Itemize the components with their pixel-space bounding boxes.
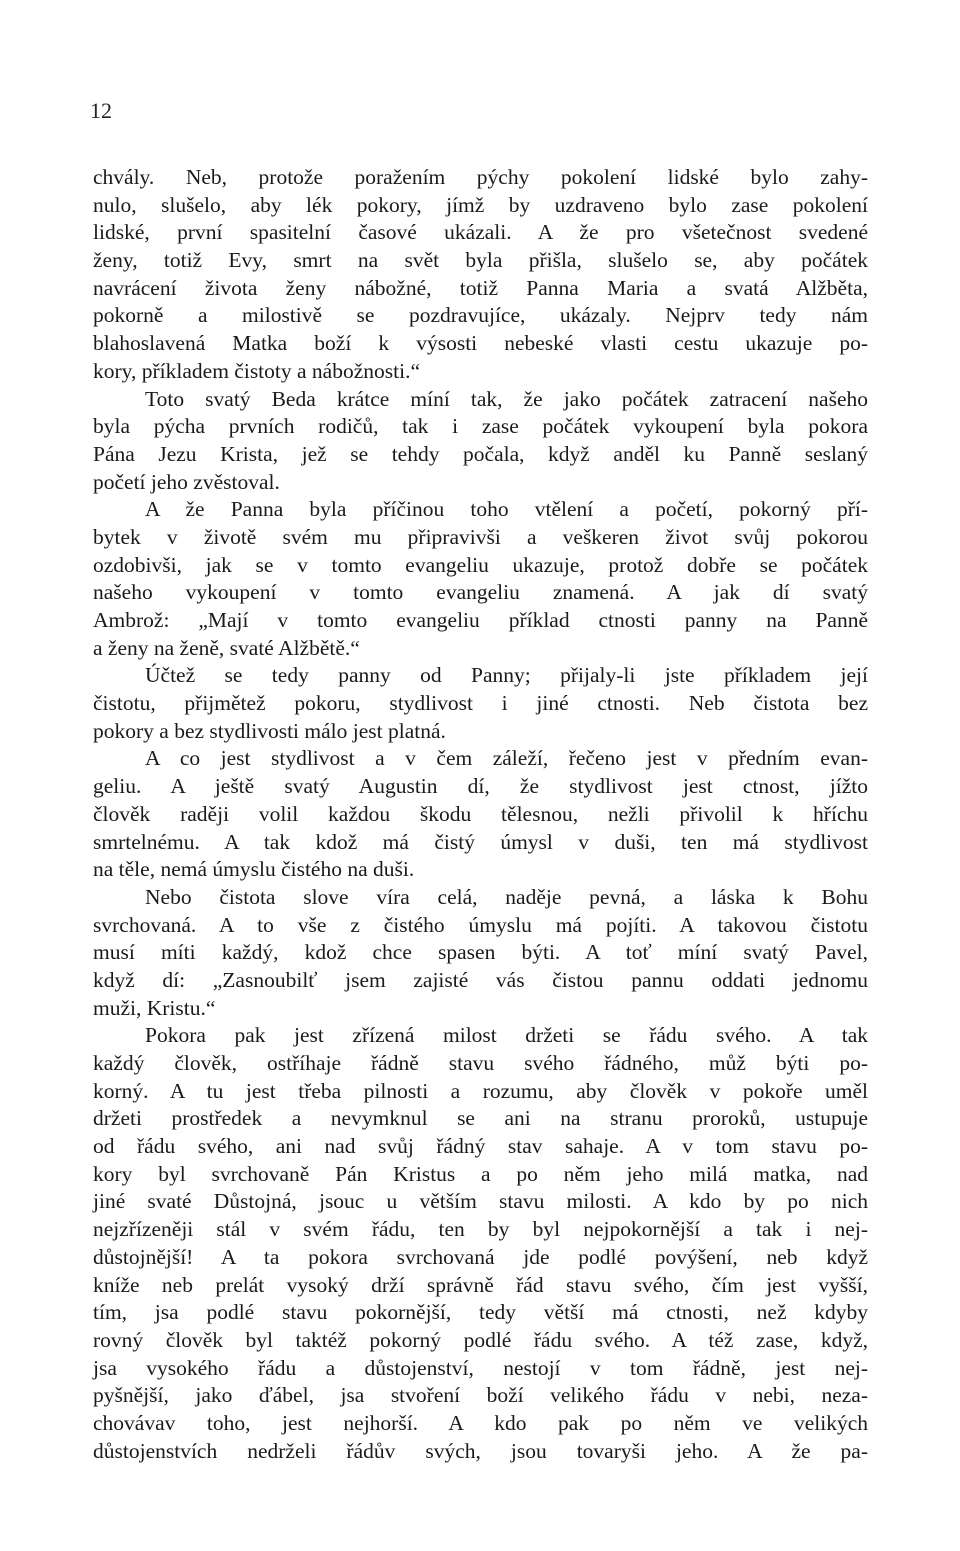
text-line: geliu. A ještě svatý Augustin dí, že stydlivost jest ctnost, jížto (93, 774, 868, 799)
text-line: rovný člověk byl taktéž pokorný podlé řádu svého. A též zase, když, (93, 1327, 868, 1352)
text-line: držeti prostředek a nevymknul se ani na stranu proroků, ustupuje (93, 1106, 868, 1131)
text-line: A že Panna byla příčinou toho vtělení a početí, pokorný pří- (145, 497, 868, 522)
text-line: A co jest stydlivost a v čem záleží, řečeno jest v předním evan- (145, 746, 868, 771)
text-line: kníže neb prelát vysoký drží správně řád stavu svého, čím jest vyšší, (93, 1272, 868, 1297)
text-line: kory, příkladem čistoty a nábožnosti.“ (93, 358, 420, 383)
text-line: člověk raději volil každou škodu tělesnou, nežli přivolil k hříchu (93, 801, 868, 826)
text-line: smrtelnému. A tak kdož má čistý úmysl v duši, ten má stydlivost (93, 829, 868, 854)
text-line: chvály. Neb, protože poražením pýchy pokolení lidské bylo zahy- (93, 165, 868, 189)
text-line: každý člověk, ostříhaje řádně stavu svého řádného, můž býti po- (93, 1051, 868, 1075)
text-line: ženy, totiž Evy, smrt na svět byla přišla, slušelo se, aby počátek (93, 248, 868, 273)
text-line: tím, jsa podlé stavu pokornější, tedy větší má ctnosti, než kdyby (93, 1300, 868, 1325)
text-line: bytek v životě svém mu připravivši a veškeren život svůj pokorou (93, 524, 868, 549)
text-line: čistotu, přijmětež pokoru, stydlivost i jiné ctnosti. Neb čistota bez (93, 691, 868, 716)
text-line: nulo, slušelo, aby lék pokory, jímž by uzdraveno bylo zase pokolení (93, 192, 868, 217)
text-line: Pokora pak jest zřízená milost držeti se řádu svého. A tak (145, 1023, 868, 1048)
text-line: Pána Jezu Krista, jež se tehdy počala, když anděl ku Panně seslaný (93, 441, 868, 466)
page-number: 12 (90, 98, 112, 123)
text-line: na těle, nemá úmyslu čistého na duši. (93, 857, 415, 882)
text-line: Toto svatý Beda krátce míní tak, že jako počátek zatracení našeho (145, 386, 868, 411)
text-line: důstojenstvích nedrželi řádův svých, jsou tovaryši jeho. A že pa- (93, 1438, 868, 1463)
text-line: důstojnější! A ta pokora svrchovaná jde podlé povýšení, neb když (93, 1244, 868, 1269)
text-line: Účtež se tedy panny od Panny; přijaly-li jste příkladem její (145, 663, 868, 688)
text-line: nejzřízeněji stál v svém řádu, ten by byl nejpokornější a tak i nej- (93, 1217, 868, 1242)
text-line: pyšnější, jako ďábel, jsa stvoření boží velikého řádu v nebi, neza- (93, 1383, 868, 1408)
text-line: Nebo čistota slove víra celá, naděje pevná, a láska k Bohu (145, 884, 868, 909)
text-line: pokory a bez stydlivosti málo jest platná. (93, 718, 446, 743)
text-line: když dí: „Zasnoubilť jsem zajisté vás čistou pannu oddati jednomu (93, 967, 868, 992)
text-line: navrácení života ženy nábožné, totiž Panna Maria a svatá Alžběta, (93, 275, 868, 300)
text-line: chovávav toho, jest nejhorší. A kdo pak po něm ve velikých (93, 1410, 868, 1435)
text-line: početí jeho zvěstoval. (93, 469, 280, 494)
text-line: byla pýcha prvních rodičů, tak i zase počátek vykoupení byla pokora (93, 414, 868, 439)
text-line: blahoslavená Matka boží k výsosti nebeské vlasti cestu ukazuje po- (93, 331, 868, 356)
text-line: pokorně a milostivě se pozdravujíce, ukázaly. Nejprv tedy nám (93, 303, 868, 328)
text-line: svrchovaná. A to vše z čistého úmyslu má pojíti. A takovou čistotu (93, 912, 868, 937)
text-line: lidské, první spasitelní časové ukázali. A že pro všetečnost svedené (93, 220, 868, 245)
body-text (93, 164, 868, 1465)
text-line: musí míti každý, kdož chce spasen býti. A toť míní svatý Pavel, (93, 940, 868, 965)
text-line: Ambrož: „Mají v tomto evangeliu příklad ctnosti panny na Panně (93, 608, 868, 632)
text-line: jiné svaté Důstojná, jsouc u větším stavu milosti. A kdo by po nich (93, 1189, 868, 1214)
text-line: muži, Kristu.“ (93, 995, 216, 1020)
text-line: kory byl svrchovaně Pán Kristus a po něm jeho milá matka, nad (93, 1161, 868, 1186)
text-line: od řádu svého, ani nad svůj řádný stav sahaje. A v tom stavu po- (93, 1134, 868, 1159)
text-line: korný. A tu jest třeba pilnosti a rozumu, aby člověk v pokoře uměl (93, 1078, 868, 1103)
text-line: a ženy na ženě, svaté Alžbětě.“ (93, 635, 360, 660)
text-line: ozdobivši, jak se v tomto evangeliu ukazuje, protož dobře se počátek (93, 552, 868, 577)
text-line: jsa vysokého řádu a důstojenství, nestojí v tom řádně, jest nej- (93, 1355, 868, 1380)
text-line: našeho vykoupení v tomto evangeliu znamená. A jak dí svatý (93, 580, 868, 605)
